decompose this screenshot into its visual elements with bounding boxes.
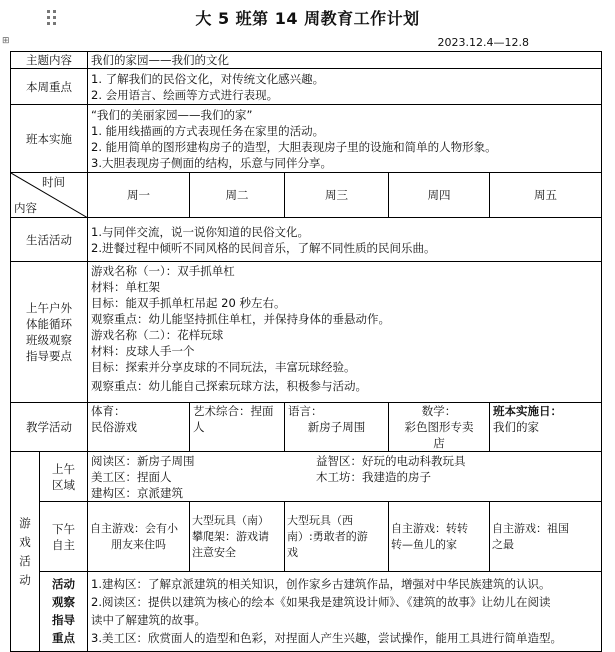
observation-label: [40, 572, 88, 652]
teaching-fri: [490, 403, 602, 452]
class-impl-content: [88, 105, 602, 173]
afternoon-text: 自主游戏：会有小: [90, 521, 178, 535]
afternoon-label-line: 自主: [52, 537, 75, 552]
morning-label-line: 区域: [52, 477, 75, 492]
games-label-char: 动: [19, 572, 31, 587]
morning-area-row: [11, 452, 602, 502]
teaching-text: 我们的家: [493, 420, 539, 434]
games-label-char: 戏: [19, 534, 31, 549]
focus-label: 本周重点: [11, 69, 88, 105]
outdoor-label-line: 班级观察: [26, 333, 72, 347]
content-label: 内容: [14, 201, 37, 215]
theme-value: 我们的家园——我们的文化: [88, 52, 602, 69]
afternoon-text: 自主游戏：祖国: [492, 521, 569, 535]
teaching-label: 教学活动: [11, 403, 88, 452]
outdoor-label-line: 上午户外: [26, 301, 72, 315]
observation-row: [11, 572, 602, 652]
day-header-tue: 周二: [190, 173, 285, 218]
morning-area-line: 建构区：京派建筑: [91, 485, 183, 500]
page-title: 大 5 班第 14 周教育工作计划: [195, 9, 420, 28]
observation-line: 2.阅读区：提供以建筑为核心的绘本《如果我是建筑设计师》、《建筑的故事》让幼儿在阅读: [91, 595, 551, 609]
afternoon-text: 戏: [287, 545, 298, 559]
teaching-tue: [190, 403, 285, 452]
observation-label-line: 观察: [52, 595, 75, 609]
afternoon-text: 注意安全: [192, 545, 236, 559]
life-content: [88, 218, 602, 262]
outdoor-line: 目标：能双手抓单杠吊起 20 秒左右。: [91, 296, 286, 310]
teaching-text: 新房子周围: [307, 420, 366, 434]
outdoor-row: [11, 262, 602, 403]
observation-line: 3.美工区：欣赏面人的造型和色彩，对捏面人产生兴趣，尝试操作，能用工具进行简单造型。: [91, 631, 562, 645]
observation-label-line: 指导: [52, 613, 75, 627]
morning-area-line: 木工坊：我建造的房子: [316, 469, 431, 484]
afternoon-thu: [389, 502, 490, 572]
outdoor-content: [88, 262, 602, 403]
teaching-text: 数学：: [421, 404, 457, 418]
focus-line: 1. 了解我们的民俗文化，对传统文化感兴趣。: [91, 71, 325, 86]
afternoon-label-line: 下午: [52, 521, 75, 536]
afternoon-text: 转—鱼儿的家: [391, 537, 457, 551]
morning-area-line: 阅读区：新房子周围: [91, 453, 195, 468]
life-row: [11, 218, 602, 262]
observation-content: [88, 572, 602, 652]
outdoor-line: 材料：皮球人手一个: [91, 344, 195, 358]
teaching-text: 民俗游戏: [91, 420, 137, 434]
morning-area-line: 美工区：捏面人: [91, 469, 172, 484]
afternoon-row: [11, 502, 602, 572]
afternoon-text: 大型玩具（西: [287, 513, 353, 527]
class-impl-line: 2. 能用简单的图形建构房子的造型，大胆表现房子里的设施和简单的人物形象。: [91, 139, 497, 154]
teaching-text: 人: [193, 420, 205, 434]
afternoon-wed: [285, 502, 389, 572]
afternoon-text: 攀爬架：游戏请: [192, 529, 269, 543]
time-content-diagonal-cell: [11, 173, 88, 218]
afternoon-text: 自主游戏：转转: [391, 521, 468, 535]
afternoon-tue: [190, 502, 285, 572]
theme-label: 主题内容: [11, 52, 88, 69]
afternoon-text: 朋友来住吗: [111, 537, 166, 551]
afternoon-text: 南）:勇敢者的游: [287, 529, 368, 543]
teaching-text: 语言：: [288, 404, 323, 418]
afternoon-text: 大型玩具（南）: [192, 513, 269, 527]
morning-area-left: [88, 453, 316, 501]
day-header-mon: 周一: [88, 173, 190, 218]
focus-line: 2. 会用语言、绘画等方式进行表现。: [91, 87, 279, 102]
morning-area-content: [88, 452, 602, 502]
observation-line: 读中了解建筑的故事。: [91, 613, 206, 627]
class-impl-line: 1. 能用线描画的方式表现任务在家里的活动。: [91, 123, 325, 138]
table-move-icon[interactable]: ⊞: [2, 36, 10, 46]
outdoor-line: 游戏名称（一）：双手抓单杠: [91, 264, 235, 278]
morning-label-line: 上午: [52, 461, 75, 476]
teaching-row: [11, 403, 602, 452]
life-label: 生活活动: [11, 218, 88, 262]
games-label: [11, 452, 40, 652]
games-label-char: 游: [19, 515, 31, 530]
outdoor-label: [11, 262, 88, 403]
time-label: 时间: [42, 175, 65, 189]
teaching-text: 彩色图形专卖: [404, 420, 474, 434]
class-impl-label: 班本实施: [11, 105, 88, 173]
day-header-wed: 周三: [285, 173, 389, 218]
life-line: 1.与同伴交流，说一说你知道的民俗文化。: [91, 224, 309, 239]
observation-label-line: 重点: [52, 631, 75, 645]
morning-area-label: [40, 452, 88, 502]
teaching-text: 店: [433, 436, 445, 450]
class-impl-line: “我们的美丽家园——我们的家”: [91, 107, 253, 122]
afternoon-mon: [88, 502, 190, 572]
outdoor-line: 目标：探索并分享皮球的不同玩法，丰富玩球经验。: [91, 360, 356, 374]
teaching-thu: [389, 403, 490, 452]
class-impl-row: [11, 105, 602, 173]
day-header-thu: 周四: [389, 173, 490, 218]
day-header-fri: 周五: [490, 173, 602, 218]
class-impl-line: 3.大胆表现房子侧面的结构，乐意与同伴分享。: [91, 155, 332, 170]
focus-row: [11, 69, 602, 105]
focus-content: [88, 69, 602, 105]
outdoor-line: 游戏名称（二）：花样玩球: [91, 328, 224, 342]
teaching-text: 体育：: [91, 404, 126, 418]
date-range: 2023.12.4—12.8: [437, 36, 529, 49]
afternoon-text: 之最: [492, 537, 514, 551]
life-line: 2.进餐过程中倾听不同风格的民间音乐，了解不同性质的民间乐曲。: [91, 240, 436, 255]
morning-area-right: [316, 453, 466, 501]
teaching-text: 班本实施日：: [493, 404, 562, 418]
outdoor-line: 观察重点：幼儿能自己探索玩球方法，积极参与活动。: [91, 379, 367, 393]
observation-line: 1.建构区：了解京派建筑的相关知识，创作家乡古建筑作品，增强对中华民族建筑的认识。: [91, 577, 551, 591]
teaching-mon: [88, 403, 190, 452]
outdoor-label-line: 体能循环: [26, 317, 72, 331]
afternoon-label: [40, 502, 88, 572]
games-label-char: 活: [19, 553, 31, 568]
theme-row: [11, 52, 602, 69]
outdoor-line: 观察重点：幼儿能坚持抓住单杠，并保持身体的垂悬动作。: [91, 312, 390, 326]
outdoor-label-line: 指导要点: [26, 349, 72, 363]
observation-label-line: 活动: [52, 577, 75, 591]
outdoor-line: 材料：单杠架: [91, 280, 160, 294]
morning-area-line: 益智区：好玩的电动科教玩具: [316, 453, 466, 468]
teaching-text: 艺术综合：捏面: [193, 404, 274, 418]
afternoon-fri: [490, 502, 602, 572]
teaching-wed: [285, 403, 389, 452]
weekly-plan-table: [10, 51, 602, 652]
schedule-header-row: [11, 173, 602, 218]
